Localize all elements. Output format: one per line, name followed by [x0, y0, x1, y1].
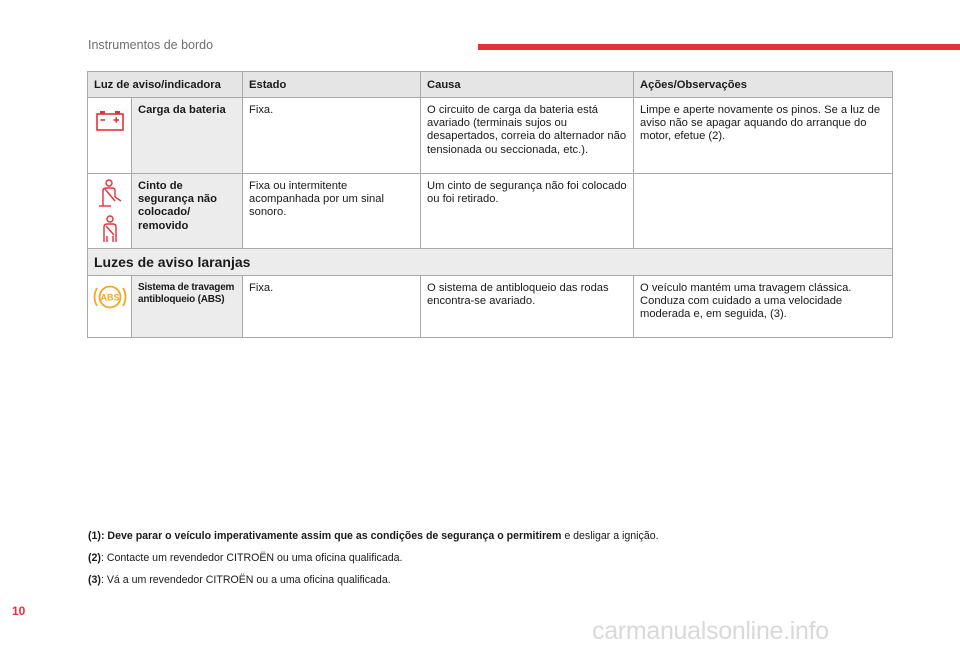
section-header-row	[88, 249, 893, 276]
table-header-row	[88, 72, 893, 98]
footnote-ref: (2)	[88, 552, 101, 564]
svg-text:ABS: ABS	[99, 292, 120, 303]
acoes-cell: O veículo mantém uma travagem clássica. Conduza com cuidado a uma velocidade moderada e, em seguida, (3).	[634, 276, 893, 338]
causa-cell: O sistema de antibloqueio das rodas encontra-se avariado.	[421, 276, 634, 338]
table-row	[88, 276, 893, 338]
footnote-text: : Contacte um revendedor CITROËN ou uma oficina qualificada.	[100, 552, 403, 564]
abs-icon	[91, 282, 129, 312]
table-row	[88, 98, 893, 174]
causa-cell: Um cinto de segurança não foi colocado ou foi retirado.	[421, 174, 634, 249]
page-number: 10	[12, 604, 26, 618]
estado-cell: Fixa ou intermitente acompanhada por um sinal sonoro.	[243, 174, 421, 249]
section-title: Luzes de aviso laranjas	[88, 249, 893, 276]
battery-icon	[95, 110, 125, 132]
footnote	[88, 574, 391, 586]
causa-cell: O circuito de carga da bateria está avariado (terminais sujos ou desapertados, correia do alternador não tensionada ou seccionada, etc.).	[421, 98, 634, 174]
icon-cell	[88, 174, 132, 249]
footnote-text: e desligar a ignição.	[561, 530, 659, 542]
warning-name: Carga da bateria	[132, 98, 243, 174]
footnote-bold-text: : Deve parar o veículo imperativamente assim que as condições de segurança o permitirem	[100, 530, 562, 542]
column-header: Luz de aviso/indicadora	[88, 72, 243, 98]
warning-name: Cinto de segurança não colocado/ removido	[132, 174, 243, 249]
warning-lights-table	[87, 71, 893, 338]
watermark: carmanualsonline.info	[592, 617, 829, 645]
seatbelt-icon	[95, 179, 125, 209]
header-accent-bar	[478, 44, 960, 50]
estado-cell: Fixa.	[243, 98, 421, 174]
page-header-title: Instrumentos de bordo	[88, 38, 214, 52]
column-header: Ações/Observações	[634, 72, 893, 98]
acoes-cell: Limpe e aperte novamente os pinos. Se a luz de aviso não se apagar aquando do arranque do motor, efetue (2).	[634, 98, 893, 174]
icon-cell	[88, 98, 132, 174]
column-header: Causa	[421, 72, 634, 98]
column-header: Estado	[243, 72, 421, 98]
footnote-ref: (3)	[88, 574, 101, 586]
seatbelt-removed-icon	[95, 215, 125, 245]
acoes-cell	[634, 174, 893, 249]
warning-name: Sistema de travagem antibloqueio (ABS)	[132, 276, 243, 338]
table-row	[88, 174, 893, 249]
footnote	[88, 552, 402, 564]
footnote-text: : Vá a um revendedor CITROËN ou a uma oficina qualificada.	[100, 574, 391, 586]
icon-cell	[88, 276, 132, 338]
estado-cell: Fixa.	[243, 276, 421, 338]
footnote-ref: (1)	[88, 530, 101, 542]
footnote	[88, 530, 659, 542]
